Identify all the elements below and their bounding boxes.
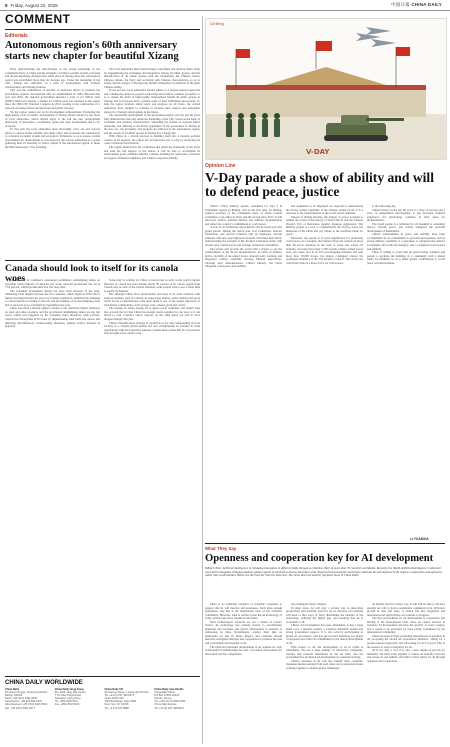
footer-line: Rm 1818, Hing Wai Centre,	[54, 691, 87, 695]
footer-col-name: China Daily Asia Pacific	[154, 688, 184, 691]
footer-line: 90 Cannon Street, London EC4N 6HA	[104, 691, 149, 695]
footer-line: China Daily Africa	[154, 691, 175, 695]
paragraph: also undergone major changes.	[291, 603, 327, 606]
paragraph: China's V-Day military parade, scheduled for Sept 3 in Tiananmen Square in Beijing, will be the first after Xi Jinping, general secretary of the Communist Party of China Central Committee, took office in 2012, and the second since 2015. It will showcase China's national defense and military modernization and reflect the country's commitment to world peace.	[205, 205, 282, 226]
paragraph: The rapid and sustained development of AI requires not only technological breakthroughs but also a favorable environment for innovation and fair competition.	[205, 644, 282, 656]
paragraph: This was the culmination of decades of dedicated efforts to promote the autonomous region's development after its establishment in 1965. Between that year and 2024, the regional government invested a total of 2.2 trillion yuan ($306.5 billion) in Xizang, a further 4.3 trillion yuan was invested in the region since the 18th CPC National Congress in 2012, leading to the construction of a network of transportation infrastructure and public services.	[5, 88, 100, 111]
footer-col	[154, 688, 200, 710]
page-number: 8	[5, 2, 8, 8]
footer-rule	[5, 676, 200, 677]
paragraph: China has been actively promoting international cooperation in AI, proposing the Global AI Governance Initiative, calling for a people-centered approach, and advocating for AI for good. This is the essence of open cooperation for AI.	[367, 633, 445, 649]
editorial-2-col-2	[104, 279, 200, 671]
footer-line: Aberdeen, Hong Kong	[54, 697, 81, 701]
footer	[5, 680, 200, 744]
paragraph: But although China faces uncertainties and risks in its trade relations with some economies, such as Canada, its super-large market, stable demand and good credit record in international trade have made it one of the largest importers of agricultural commodities, such as beef, corn, oilseed, grain and canola.	[104, 292, 200, 307]
footer-line: Tel: +44 (0) 207 398 8270	[154, 706, 184, 710]
paragraph: Fully demonstrating the effectiveness of the strong leadership of the Communist Party of China and the strengths of China's socialist system, profound and all-encompassing changes have taken place in Xizang since the autonomous region was established more than six decades ago. Under the leadership of the CPC, Xizang has embarked on a path of development with Chinese characteristics and Xizang features.	[5, 68, 100, 89]
footer-title: CHINA DAILY WORLDWIDE	[5, 680, 83, 686]
paragraph: The region should have the confidence that under the leadership of the Party and with the full support of the nation, it will be able to accomplish its development goals, maintain stability, continue building the region into a national ecological civilization highland, and achieve long-term stability.	[104, 145, 200, 160]
paragraph: There is no sufficient evidence or scientific consensus to suggest that AI will develop self-awareness. Such ideas remain hypotheses, and this is the mainstream view of the scientific community. However, what is certain is that the AI technology of today will become more capable in the future.	[205, 603, 282, 621]
footer-line: Tel: +254 (0) 20 2692 0052	[154, 700, 186, 704]
opinion-headline: V-Day parade a show of ability and will to defend peace, justice	[205, 170, 434, 200]
paragraph: to the following day.	[372, 205, 396, 208]
paragraph: The parade will provide the world with a chance to see the achievements of the PLA's modernization, in terms of military tactics, mobility of the armed forces, strategic early warning, and integrated combat capability through Chinese innovations. Through such demonstrations, China's military can better safeguard world peace and stability.	[205, 246, 282, 269]
paragraph: China's AI development has been remarkable. It has a large talent pool, a massive market, a complete industrial system and strong government support. It is also actively participating in global AI governance, and has put forward initiatives for global cooperation that reflect its commitment to the shared development of AI.	[286, 623, 363, 646]
paragraph: The first precondition for AI development is cooperation and sharing at the international level, since AI cannot develop in isolation. AI development involves the security of every country, and it needs to be governed by rules jointly formulated by the international community.	[367, 616, 445, 635]
wts-col-2	[286, 603, 363, 743]
brand-en: CHINA DAILY	[411, 2, 442, 7]
opinion-col-3	[367, 205, 445, 535]
wts-col-3	[367, 603, 445, 743]
footer-line: Nairobi, Kenya	[154, 697, 172, 701]
footer-line: Beijing 100029	[5, 694, 23, 698]
footer-line: New York, NY 10036	[104, 703, 129, 707]
paragraph: The grand parade is a reminder for all mankind to remember history, cherish peace, and jointly safeguard the peaceful development of humankind.	[367, 221, 445, 233]
footer-line: Advertisement: +86 (0)10 6491 8631	[5, 703, 48, 707]
paragraph: AI is not only a tool; it is also a new engine of growth for humanity. We must work together to ensure AI benefits everyone and leaves no one behind, and build a better future for all through openness and cooperation.	[367, 648, 445, 663]
paragraph: The Canadian government should not have been unaware of the long-simmering trade dispute between the two countries, which began in 2019 after a further investigation into the sector by Chinese regulators confirmed the dumping of canola imports according to the law, and the findings of an anti-dumping probe that is expected to be concluded by September next year.	[5, 288, 100, 307]
opinion-col-2	[286, 205, 363, 543]
paragraph: China's diversification strategy is conducive to not only safeguarding its food security in a volatile global market but also strengthening its position in trade negotiations with uncooperative partners. Canada must realize that its own policies have brought on its canola woes.	[104, 320, 200, 336]
footer-line: Subscription: +86 400-699-0203	[5, 700, 42, 704]
cartoon-artist: Cai Meng	[210, 22, 224, 26]
footer-line: Tel: +44 (0) 207 398 8270	[104, 694, 135, 698]
footer-line: News: +86 (0)10 6491 8366	[5, 697, 38, 701]
paragraph: China's achievements in peace and stability have been accomplished by its commitment to peaceful development, and its strong military capability is a guarantee to safeguard the nation's sovereignty and territorial integrity, and to safeguard world peace and stability.	[367, 232, 445, 251]
footer-line: Fax: +852 2518 5199	[54, 703, 80, 707]
paragraph: The local authorities must unswervingly consolidate and develop ethnic unity by strengthening the exchanges and integration among all ethnic groups, and the identification of all ethnic groups with the motherland, the Chinese nation, Chinese culture, the Party and socialism with Chinese characteristics, so as to ensure that the people of Xizang truly identify themselves as members of the great Chinese family.	[104, 68, 200, 89]
editorial-1-col-2	[104, 68, 200, 256]
paragraph: Some may be waiting for China to back down as well, as the world's largest importer of canola has been buying nearly 60 percent of its canola output from Canada and, in view of the current situation, some people want to see a faster time to satisfy its demand.	[104, 279, 200, 293]
paragraph: and equipment to be displayed are expected to demonstrate the strong combat capability of the Chinese armed forces. It is a response to the transformation of the world and its demands.	[286, 205, 363, 216]
paragraph: We the region cannot rest on its development achievements. Promoting the high-quality socio-economic development of Xizang should always be the focus of local authorities, which should apply to the full the new development philosophy of innovative, coordinated, green and open development that is for everyone.	[5, 109, 100, 128]
editor-note: Editor's Note: Artificial intelligence is reshaping innovation in different fields through a collective effort of more than 70 countries worldwide. Recently, the World Artificial Intelligence Conference was held in Shanghai, bringing together global experts in the field to discuss the future of AI. Experts from around the world have said that the development of AI requires cooperation and openness rather than confrontation. Below are the excerpts from the interview. The views don't necessarily represent those of China Daily.	[205, 566, 442, 577]
footer-line: China Daily USA	[104, 697, 124, 701]
footer-col-name: China Daily Hong Kong	[54, 688, 84, 691]
section-rule	[5, 29, 200, 30]
paragraph: The remarkable development of the autonomous region over the past 60 years fully demonstrates that only under the leadership of the CPC, based on the basic of socialism with Chinese characteristics, upholding the system of regional ethnic autonomy, and adhering to the Party's guidelines on the governance of Xizang in the new era, can prosperity and progress be achieved in the autonomous region, and the people of all ethnic groups in Xizang live a happy life.	[104, 113, 200, 135]
parade-drawing	[206, 19, 446, 159]
what-they-say-label: What They Say	[205, 546, 237, 551]
footer-col	[55, 688, 101, 710]
footer-line: PO Box 27281-00100	[154, 694, 180, 698]
editorial-1-col-1	[5, 68, 100, 256]
footer-col-name: China Daily UK	[104, 688, 124, 691]
paragraph: In other areas, AI will play a pivotal role in improving productivity and scientific research. As we advance, all countries will need to find ways of fairly distributing the benefits of the technology, reducing the digital gap, and ensuring that AI is accessible to all.	[286, 605, 363, 624]
editorial-1-headline: Autonomous region's 60th anniversary starts new chapter for beautiful Xizang	[5, 40, 179, 62]
opinion-label: Opinion Line	[205, 163, 236, 169]
footer-line: 1500 Broadway, Suite 2800	[104, 700, 137, 704]
brand	[391, 2, 442, 8]
paragraph: The betting on China paying off is again overly optimistic and doesn't take into account the fact that China has enough canola supplies for one year, so it can afford to wait. Canada's canola exports, on the other hand, are said to have dropped sharply this year.	[104, 306, 200, 322]
divider	[205, 543, 445, 544]
editorial-2-col-1	[5, 279, 100, 671]
paragraph: The Minister of Commerce announced preliminary antidumping duties on Canadian canola imports on Tuesday last week, with the provisional rate set at 75.8 percent, which became effective five days later.	[5, 279, 100, 290]
paragraph: China's history in the last 80 years is a story of success and a story of independent development. It has provided valuable experience for developing countries in their quest for modernization.	[367, 207, 445, 223]
footer-col	[105, 688, 151, 710]
footer-line: Tel: +852 2518 5111	[54, 700, 78, 704]
paragraph: China's openness in AI will also benefit other countries. Openness means learning from each other, and cooperation means working together to address global challenges.	[286, 658, 363, 670]
paragraph: AI models used in a smart way. It will still be able to advance enough, not only to form a sustainable communal cycle. With new growth in data and users, it cannot fall into stagnation and international AI applications can continue to progress.	[367, 603, 445, 617]
brand-cn: 中国日报	[391, 2, 410, 7]
footer-line: Fax: +86 (0)10 6491 8377	[5, 706, 35, 710]
editorial-2-headline: Canada should look to itself for its canola woes	[5, 263, 179, 285]
issue-date: Friday, August 22, 2025	[10, 2, 58, 8]
footer-col	[5, 688, 51, 710]
footer-line: 7 Tin Wan Praya Road,	[54, 694, 82, 698]
paragraph: A total of 45 formations and echelons will be involved in the grand parade. During the march past, foot formations, land-air formations, and aircraft echelons will be displayed. Several echelons with new-type high-tech weapons will make their debut, demonstrating the strength of the People's Liberation Army with its new-type combat forces and strategic deterrence capabilities.	[205, 225, 282, 248]
opinion-author: LI YUANXIA	[410, 537, 429, 541]
cartoon-illustration	[205, 18, 447, 160]
section-title: COMMENT	[5, 12, 71, 26]
paragraph: With China at a critical juncture in building itself into a modern socialist country in all respects, the region has an important role to play in advancing the cause of national rejuvenation.	[104, 134, 200, 146]
column-divider	[202, 16, 203, 744]
paragraph: To that end, the local authorities must thoroughly carry out and execute efforts to ensure border stability and ethnic unity, and accelerate the construction of a modern economic system and ecological civilization, so as to ensure a stable environment for development as was urged by the central authorities at a grand gathering held on Thursday in Lhasa, capital of the autonomous region, to mark the 60th anniversary of its founding.	[5, 127, 100, 150]
divider	[5, 260, 200, 261]
paragraph: China also filed a lawsuit against Canada to the restrictive import measures on steel and other products, and the provisional antidumping duties are the last resort, which was triggered by the Canadian side's disastrous trade policies. Canada has disregarded WTO rules by implementing steel tariff-rate quotas and imposing discriminatory countervailing measures, putting China's interests in jeopardy.	[5, 306, 100, 329]
footer-col-name: China Daily	[5, 688, 20, 691]
editorials-label: Editorials	[5, 33, 28, 39]
footer-line: China Daily Europe	[154, 703, 177, 707]
what-they-say-headline: Openness and cooperation key for AI development	[205, 553, 434, 564]
wts-col-1	[205, 603, 282, 743]
paragraph: With respect to AI, the development of AI in China is remarkable. We see a huge number of innovative companies, startups and research institutions in the AI field, and the government has promoted AI development as a national strategy.	[286, 644, 363, 660]
paragraph: China is willing to work with all peace-loving countries and people to promote the building of a community with a shared future for mankind, so as to make greater contributions to world peace and development.	[367, 250, 445, 265]
footer-line: 15 Huixin Dongjie, Chaoyang District,	[5, 691, 48, 695]
paragraph: Moreover, the parade is of great significance for promoting world peace. As of August, the Chinese Navy has carried out more than 48 escort missions in the Gulf of Aden and waters off Somalia, escorting more than 7,200 vessels. China's armed forces have also taken part in 25 UN peacekeeping missions and sent more than 50,000 troops, the largest contingent among the permanent members of the UN Security Council. This shows the world that China is a major force for world peace.	[286, 235, 363, 265]
paragraph: Instead of flexing muscles, the display of power is meant to remind the world of the history of World War II and the Chinese People's War of Resistance Against Japanese Aggression. The military parade is a way to commemorate the victory, honor the memories of the fallen and pay tribute to the sacrifices made for peace.	[286, 214, 363, 237]
paragraph: Such technological advances are not a matter of science fiction. AI technology has already started to revolutionize industries and societies, and global collaboration is essential to addressing its risks. Nevertheless, science must help us understand AI and its future impact, and countries should therefore strengthen dialogue and cooperation to promote the safe and controllable development of AI.	[205, 619, 282, 646]
opinion-col-1	[205, 205, 282, 543]
top-bar	[0, 0, 450, 11]
footer-line: Tel: +1 212 537 8888	[104, 706, 129, 710]
paragraph: In the process, local authorities should adhere to a people-centered approach and continuously improve people's well-being and promote common prosperity so as to ensure the fruits of high-quality development benefit all ethnic groups in Xizang, and local people have a greater sense of gain, fulfillment and security. To help the region promote ethnic unity and progress on all fronts, the central authorities have pledged to continue to increase their support and strengthen support for Xizang's development in the future.	[104, 88, 200, 114]
parade-banner-text: V-DAY	[306, 148, 330, 156]
